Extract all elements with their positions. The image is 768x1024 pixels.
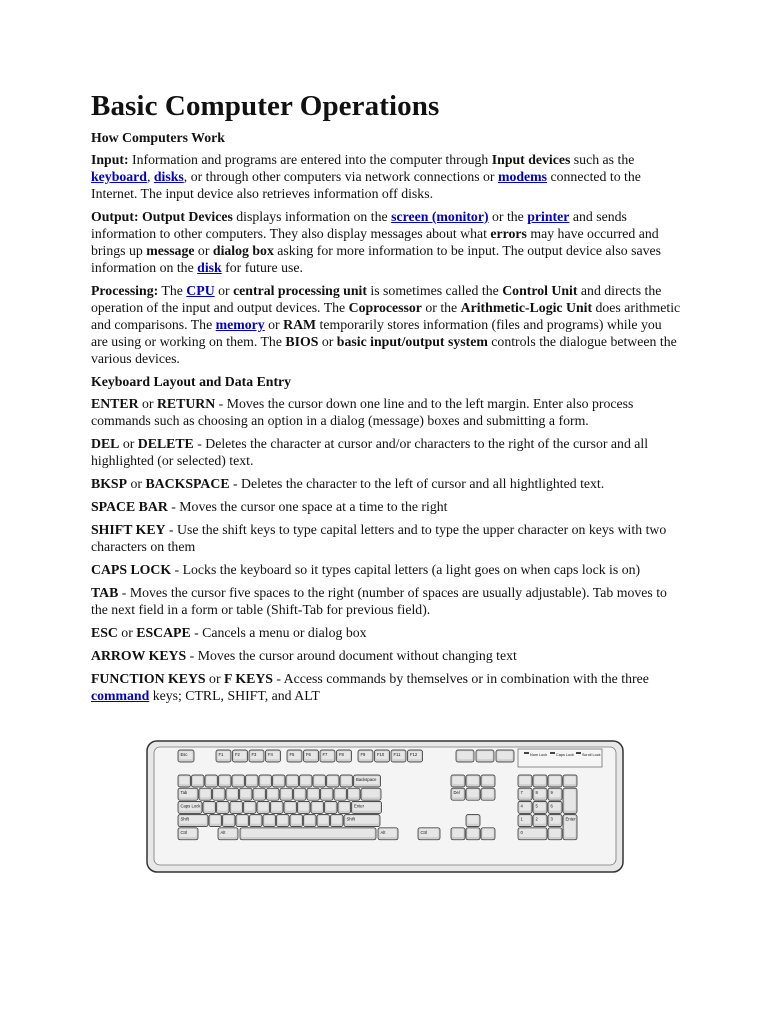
- key-arrow-left: [451, 828, 465, 840]
- key-numpad-top-2-top: [550, 776, 561, 784]
- key-number-row-8: [286, 775, 299, 787]
- key-bottom-row-2-top: [238, 816, 248, 824]
- key-home-row-8: [311, 801, 324, 813]
- key-pause: [496, 750, 514, 762]
- key-pause-top: [498, 751, 513, 759]
- key-number-row-5: [246, 775, 259, 787]
- key-nav-top-2: [481, 775, 495, 787]
- indicator-panel: [518, 749, 602, 767]
- paragraph-processing: Processing: The CPU or central processing unit is sometimes called the Control Unit and directs the operation of the input and output devices. The Coprocessor or the Arithmetic-Logic Unit does arithmetic and comparisons. The memory or RAM temporarily stores information (files and programs) while you are using or working on them. The BIOS or basic input/output system controls the dialogue between the various devices.: [91, 283, 681, 366]
- key-end: [466, 788, 480, 800]
- key-numpad-five-label: 5: [535, 803, 538, 809]
- key-number-row-7-top: [274, 776, 284, 784]
- key-arrow-up: [466, 815, 480, 827]
- scroll-lock-indicator-label: Scroll Lock: [582, 753, 601, 757]
- key-entry-arrow-keys: ARROW KEYS - Moves the cursor around document without changing text: [91, 648, 517, 663]
- key-print-screen: [456, 750, 474, 762]
- key-qwerty-row-7-top: [295, 789, 305, 797]
- key-bottom-row-9: [331, 815, 344, 827]
- key-qwerty-row-4: [253, 788, 266, 800]
- key-home-row-5: [271, 801, 284, 813]
- key-number-row-4: [232, 775, 245, 787]
- caps-lock-indicator-light: [550, 752, 555, 754]
- key-f4-label: F4: [268, 752, 273, 757]
- key-scroll: [476, 750, 494, 762]
- key-entry-tab: TAB - Moves the cursor five spaces to the right (number of spaces are usually adjustable). Tab moves to the next field in a form or table (Shift-Tab for previous field).: [91, 585, 667, 617]
- key-bottom-row-8-top: [319, 816, 329, 824]
- key-nav-top-0-top: [453, 776, 464, 784]
- key-home-row-10: [338, 801, 351, 813]
- key-f2-label: F2: [235, 752, 240, 757]
- link-command[interactable]: command: [91, 688, 150, 703]
- link-disk[interactable]: disk: [197, 260, 222, 275]
- key-shift-right-label: Shift: [346, 816, 355, 822]
- key-home-row-8-top: [313, 803, 323, 811]
- key-numpad-zero-label: 0: [520, 829, 523, 835]
- key-f8-label: F8: [339, 752, 344, 757]
- key-tab-label: Tab: [180, 790, 188, 796]
- key-number-row-0: [178, 775, 191, 787]
- key-number-row-11-top: [328, 776, 338, 784]
- key-qwerty-row-8: [307, 788, 320, 800]
- key-qwerty-row-6-top: [282, 789, 292, 797]
- key-qwerty-row-2: [226, 788, 239, 800]
- key-qwerty-row-9-top: [322, 789, 332, 797]
- link-cpu[interactable]: CPU: [186, 283, 215, 298]
- page-title: Basic Computer Operations: [91, 90, 440, 122]
- key-number-row-3-top: [220, 776, 230, 784]
- key-qwerty-row-0-top: [201, 789, 211, 797]
- key-alt-right-label: Alt: [380, 829, 386, 835]
- key-print-screen-top: [458, 751, 473, 759]
- key-entry-shift: SHIFT KEY - Use the shift keys to type capital letters and to type the upper character on keys with two characters on them: [91, 522, 667, 554]
- key-qwerty-row-10-top: [336, 789, 346, 797]
- key-home-row-5-top: [272, 803, 282, 811]
- key-qwerty-row-11: [348, 788, 361, 800]
- key-bottom-row-4: [263, 815, 276, 827]
- link-keyboard[interactable]: keyboard: [91, 169, 147, 184]
- key-home-row-9: [325, 801, 338, 813]
- key-entry-enter: ENTER or RETURN - Moves the cursor down one line and to the left margin. Enter also process commands such as choosing an option in a dialog (message) boxes and submitting a form.: [91, 396, 634, 428]
- key-arrow-down: [466, 828, 480, 840]
- term-input: Input:: [91, 152, 129, 167]
- key-home-row-10-top: [340, 803, 350, 811]
- key-qwerty-row-2-top: [228, 789, 238, 797]
- key-qwerty-row-1-top: [214, 789, 224, 797]
- key-f9-label: F9: [360, 752, 366, 757]
- key-numpad-plus-top: [565, 789, 576, 810]
- key-home-row-3-top: [245, 803, 255, 811]
- key-number-row-3: [219, 775, 232, 787]
- key-entry-delete: DEL or DELETE - Deletes the character at cursor and/or characters to the right of the cursor and all highlighted (or selected) text.: [91, 436, 649, 468]
- key-numpad-top-2: [548, 775, 562, 787]
- key-bottom-row-4-top: [265, 816, 275, 824]
- key-bottom-row-9-top: [332, 816, 342, 824]
- key-home-row-7: [298, 801, 311, 813]
- key-home-row-3: [244, 801, 257, 813]
- key-arrow-right: [481, 828, 495, 840]
- key-bottom-row-1: [223, 815, 236, 827]
- link-printer[interactable]: printer: [527, 209, 570, 224]
- key-backspace-label: Backspace: [356, 777, 377, 782]
- document-body: [91, 86, 681, 710]
- keyboard-illustration: [146, 740, 624, 873]
- key-f1-label: F1: [218, 752, 224, 757]
- key-qwerty-row-6: [280, 788, 293, 800]
- key-numpad-three-label: 3: [550, 816, 553, 822]
- term-output: Output:: [91, 209, 139, 224]
- key-space-bar: [240, 828, 376, 840]
- key-bottom-row-3: [250, 815, 263, 827]
- key-home-row-9-top: [326, 803, 336, 811]
- key-qwerty-row-11-top: [349, 789, 359, 797]
- key-backslash-top: [363, 789, 380, 797]
- key-qwerty-row-10: [334, 788, 347, 800]
- key-numpad-zero-top: [520, 829, 546, 837]
- key-bottom-row-3-top: [251, 816, 261, 824]
- paragraph-input: Input: Information and programs are entered into the computer through Input devices such as the keyboard, disks, or through other computers via network connections or modems connected to the Internet. The input device also retrieves information off disks.: [91, 152, 641, 201]
- key-ctrl-right-label: Ctrl: [420, 829, 428, 835]
- key-numpad-eight-label: 8: [535, 790, 538, 796]
- key-entry-escape: ESC or ESCAPE - Cancels a menu or dialog box: [91, 625, 367, 640]
- key-numpad-decimal-top: [550, 829, 561, 837]
- key-number-row-5-top: [247, 776, 257, 784]
- key-qwerty-row-9: [321, 788, 334, 800]
- key-qwerty-row-1: [213, 788, 226, 800]
- key-numpad-top-0: [518, 775, 532, 787]
- key-qwerty-row-3: [240, 788, 253, 800]
- key-number-row-6-top: [261, 776, 271, 784]
- key-entry-backspace: BKSP or BACKSPACE - Deletes the character to the left of cursor and all hightlighted text.: [91, 476, 605, 491]
- key-arrow-down-top: [468, 829, 479, 837]
- key-number-row-4-top: [234, 776, 244, 784]
- key-nav-top-1: [466, 775, 480, 787]
- key-numpad-four-label: 4: [520, 803, 523, 809]
- key-f5-label: F5: [289, 752, 295, 757]
- key-bottom-row-6: [290, 815, 303, 827]
- key-entry-caps-lock: CAPS LOCK - Locks the keyboard so it types capital letters (a light goes on when caps lock is on): [91, 562, 641, 577]
- key-bottom-row-2: [236, 815, 249, 827]
- key-space-bar-top: [242, 829, 375, 837]
- key-number-row-1: [192, 775, 205, 787]
- key-numpad-one-label: 1: [520, 816, 523, 822]
- key-number-row-12-top: [342, 776, 352, 784]
- key-scroll-top: [478, 751, 493, 759]
- link-disks[interactable]: disks: [153, 169, 184, 184]
- key-arrow-up-top: [468, 816, 479, 824]
- key-home-row-2-top: [232, 803, 242, 811]
- term-processing: Processing:: [91, 283, 159, 298]
- key-f3-label: F3: [251, 752, 257, 757]
- key-f7-label: F7: [322, 752, 328, 757]
- key-home-row-4: [257, 801, 270, 813]
- key-qwerty-row-4-top: [255, 789, 265, 797]
- section-heading-how-computers-work: How Computers Work: [91, 130, 225, 145]
- key-bottom-row-7: [304, 815, 317, 827]
- key-qwerty-row-5: [267, 788, 280, 800]
- key-f11-label: F11: [393, 752, 401, 757]
- key-nav-top-1-top: [468, 776, 479, 784]
- key-home-row-1-top: [218, 803, 228, 811]
- key-bottom-row-8: [317, 815, 330, 827]
- key-numpad-two-label: 2: [535, 816, 538, 822]
- key-number-row-2: [205, 775, 218, 787]
- key-bottom-row-5-top: [278, 816, 288, 824]
- num-lock-indicator-light: [524, 752, 529, 754]
- key-nav-top-2-top: [483, 776, 494, 784]
- key-end-top: [468, 789, 479, 797]
- key-home-row-6-top: [286, 803, 296, 811]
- link-modems[interactable]: modems: [497, 169, 548, 184]
- key-numpad-top-0-top: [520, 776, 531, 784]
- key-bottom-row-0: [209, 815, 222, 827]
- key-number-row-8-top: [288, 776, 298, 784]
- key-arrow-left-top: [453, 829, 464, 837]
- key-numpad-seven-label: 7: [520, 790, 523, 796]
- key-numpad-nine-label: 9: [550, 790, 553, 796]
- key-numpad-decimal: [548, 828, 562, 840]
- key-qwerty-row-0: [199, 788, 212, 800]
- section-heading-keyboard-layout: Keyboard Layout and Data Entry: [91, 374, 292, 389]
- key-bottom-row-1-top: [224, 816, 234, 824]
- key-esc-label: Esc: [180, 752, 188, 757]
- key-number-row-2-top: [207, 776, 217, 784]
- key-page-down-top: [483, 789, 494, 797]
- key-numpad-six-label: 6: [550, 803, 553, 809]
- key-f10-label: F10: [377, 752, 385, 757]
- key-home-row-2: [230, 801, 243, 813]
- key-number-row-6: [259, 775, 272, 787]
- key-ctrl-left-label: Ctrl: [180, 829, 188, 835]
- key-number-row-0-top: [180, 776, 190, 784]
- key-numpad-plus: [563, 788, 577, 813]
- key-enter-label: Enter: [354, 803, 365, 809]
- key-del-label: Del: [453, 790, 460, 796]
- key-shift-left-label: Shift: [180, 816, 189, 822]
- key-qwerty-row-7: [294, 788, 307, 800]
- key-backslash: [361, 788, 381, 800]
- key-qwerty-row-3-top: [241, 789, 251, 797]
- key-number-row-10: [313, 775, 326, 787]
- key-number-row-10-top: [315, 776, 325, 784]
- key-home-row-0-top: [205, 803, 215, 811]
- key-home-row-6: [284, 801, 297, 813]
- key-number-row-1-top: [193, 776, 203, 784]
- key-numpad-top-3-top: [565, 776, 576, 784]
- keyboard-drawing: [146, 740, 624, 873]
- key-caps-lock-label: Caps Lock: [180, 803, 201, 809]
- key-bottom-row-0-top: [211, 816, 221, 824]
- key-bottom-row-5: [277, 815, 290, 827]
- paragraph-output: Output: Output Devices displays information on the screen (monitor) or the printer and sends information to other computers. They also display messages about what errors may have occurred and brings up message or dialog box asking for more information to be input. The output device also saves information on the disk for future use.: [91, 209, 661, 275]
- key-home-row-7-top: [299, 803, 309, 811]
- key-arrow-right-top: [483, 829, 494, 837]
- key-home-row-1: [217, 801, 230, 813]
- key-home-row-0: [203, 801, 216, 813]
- key-nav-top-0: [451, 775, 465, 787]
- key-page-down: [481, 788, 495, 800]
- key-entry-space-bar: SPACE BAR - Moves the cursor one space at a time to the right: [91, 499, 448, 514]
- key-f12-label: F12: [410, 752, 418, 757]
- key-entry-function-keys: FUNCTION KEYS or F KEYS - Access commands by themselves or in combination with the three command keys; CTRL, SHIFT, and ALT: [91, 671, 649, 703]
- key-number-row-11: [327, 775, 340, 787]
- key-qwerty-row-5-top: [268, 789, 278, 797]
- key-number-row-7: [273, 775, 286, 787]
- link-screen-monitor[interactable]: screen (monitor): [391, 209, 489, 224]
- scroll-lock-indicator-light: [576, 752, 581, 754]
- key-numpad-top-1: [533, 775, 547, 787]
- key-number-row-9: [300, 775, 313, 787]
- caps-lock-indicator-label: Caps Lock: [556, 753, 574, 757]
- key-bottom-row-7-top: [305, 816, 315, 824]
- num-lock-indicator-label: Num Lock: [530, 753, 548, 757]
- link-memory[interactable]: memory: [215, 317, 265, 332]
- key-home-row-4-top: [259, 803, 269, 811]
- key-qwerty-row-8-top: [309, 789, 319, 797]
- key-number-row-12: [340, 775, 353, 787]
- key-bottom-row-6-top: [292, 816, 302, 824]
- key-alt-left-label: Alt: [220, 829, 226, 835]
- key-number-row-9-top: [301, 776, 311, 784]
- key-numpad-top-1-top: [535, 776, 546, 784]
- key-numpad-top-3: [563, 775, 577, 787]
- key-numpad-enter-label: Enter: [565, 816, 576, 822]
- key-f6-label: F6: [306, 752, 311, 757]
